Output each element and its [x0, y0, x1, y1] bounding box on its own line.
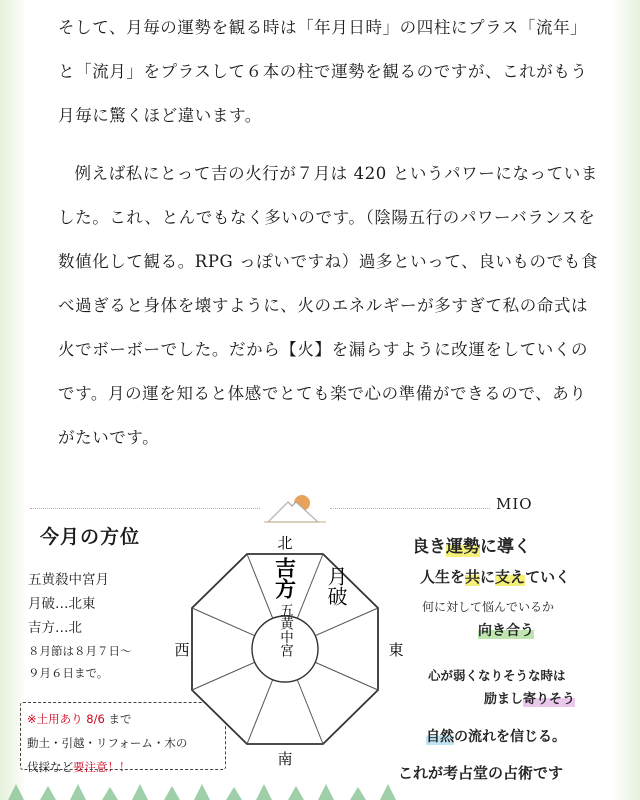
compass-west-label: 西 [174, 641, 190, 659]
direction-title: 今月の方位 [40, 526, 141, 548]
calli-line-8: これが考占堂の占術です [398, 764, 564, 782]
calli-1a: 良き [412, 537, 446, 557]
calli-1c: に導く [480, 537, 531, 557]
calligraphy-message [398, 520, 628, 790]
compass-east-label: 東 [388, 641, 404, 659]
calli-7a: 自然 [426, 729, 454, 745]
direction-line-1: 五黄殺中宮月 [28, 572, 109, 588]
calli-2c: に [480, 568, 496, 586]
direction-line-3: 吉方…北 [28, 620, 82, 636]
notice-felling: 伐採など [27, 760, 73, 774]
direction-line-4: ８月節は８月７日～ [28, 644, 132, 658]
divider-line-right [330, 508, 490, 509]
calli-line-5: 心が弱くなりそうな時は [428, 668, 566, 683]
direction-compass [160, 532, 410, 768]
compass-south-label: 南 [277, 750, 293, 768]
calli-line-1 [412, 532, 531, 557]
article-paragraph-1: そして、月毎の運勢を観る時は「年月日時」の四柱にプラス「流年」と「流月」をプラスして６本の柱で運勢を観るのですが、これがもう月毎に驚くほど違います。 [58, 18, 588, 125]
calli-2e: ていく [525, 568, 571, 586]
calli-line-7 [426, 726, 566, 746]
calli-line-3: 何に対して悩んでいるか [422, 600, 555, 614]
divider-line-left [30, 508, 260, 509]
compass-kippo-label: 吉方 [272, 557, 298, 599]
calli-2d: 支え [495, 568, 526, 586]
calli-line-2 [420, 566, 570, 587]
author-signature: MIO [496, 495, 533, 513]
direction-info [28, 568, 132, 684]
calli-4: 向き合う [478, 623, 534, 639]
calli-1b: 運勢 [446, 537, 480, 557]
calli-line-4 [478, 620, 534, 640]
notice-activities: 動土・引越・リフォーム・木の [27, 736, 188, 750]
compass-north-label: 北 [277, 534, 293, 552]
calli-2a: 人生を [420, 568, 466, 586]
compass-geppa-label: 月破 [324, 566, 348, 606]
compass-center-label: 五黄中宮 [277, 603, 293, 657]
left-green-border [0, 0, 26, 800]
direction-line-5: ９月６日まで。 [28, 666, 109, 680]
article-paragraph-2: 例えば私にとって吉の火行が７月は 420 というパワーになっていました。これ、とんでもなく多いのです。（陰陽五行のパワーバランスを数値化して観る。RPG っぽいですね）過多といって、良いものでも食べ過ぎると身体を壊すように、火のエネルギーが多すぎて私の命式は火でボーボーでした。だから【火】を漏らすように改運をしていくのです。月の運を知ると体感でとても楽で心の準備ができるので、ありがたいです。 [58, 164, 598, 447]
direction-line-2: 月破…北東 [28, 596, 96, 612]
calli-2b: 共 [465, 568, 481, 586]
mountain-sun-icon [262, 492, 328, 526]
calli-6b: 寄りそう [523, 692, 576, 707]
calli-6a: 励まし [484, 692, 524, 707]
tree-border-decoration [0, 782, 640, 800]
notice-doyo-red: ※土用あり 8/6 [27, 712, 105, 726]
notice-caution: 要注意！！ [73, 760, 131, 774]
calli-line-6 [484, 688, 575, 707]
article-body [58, 6, 598, 474]
notice-doyo-rest: まで [104, 712, 132, 726]
calli-7b: の流れを信じる。 [454, 729, 566, 745]
